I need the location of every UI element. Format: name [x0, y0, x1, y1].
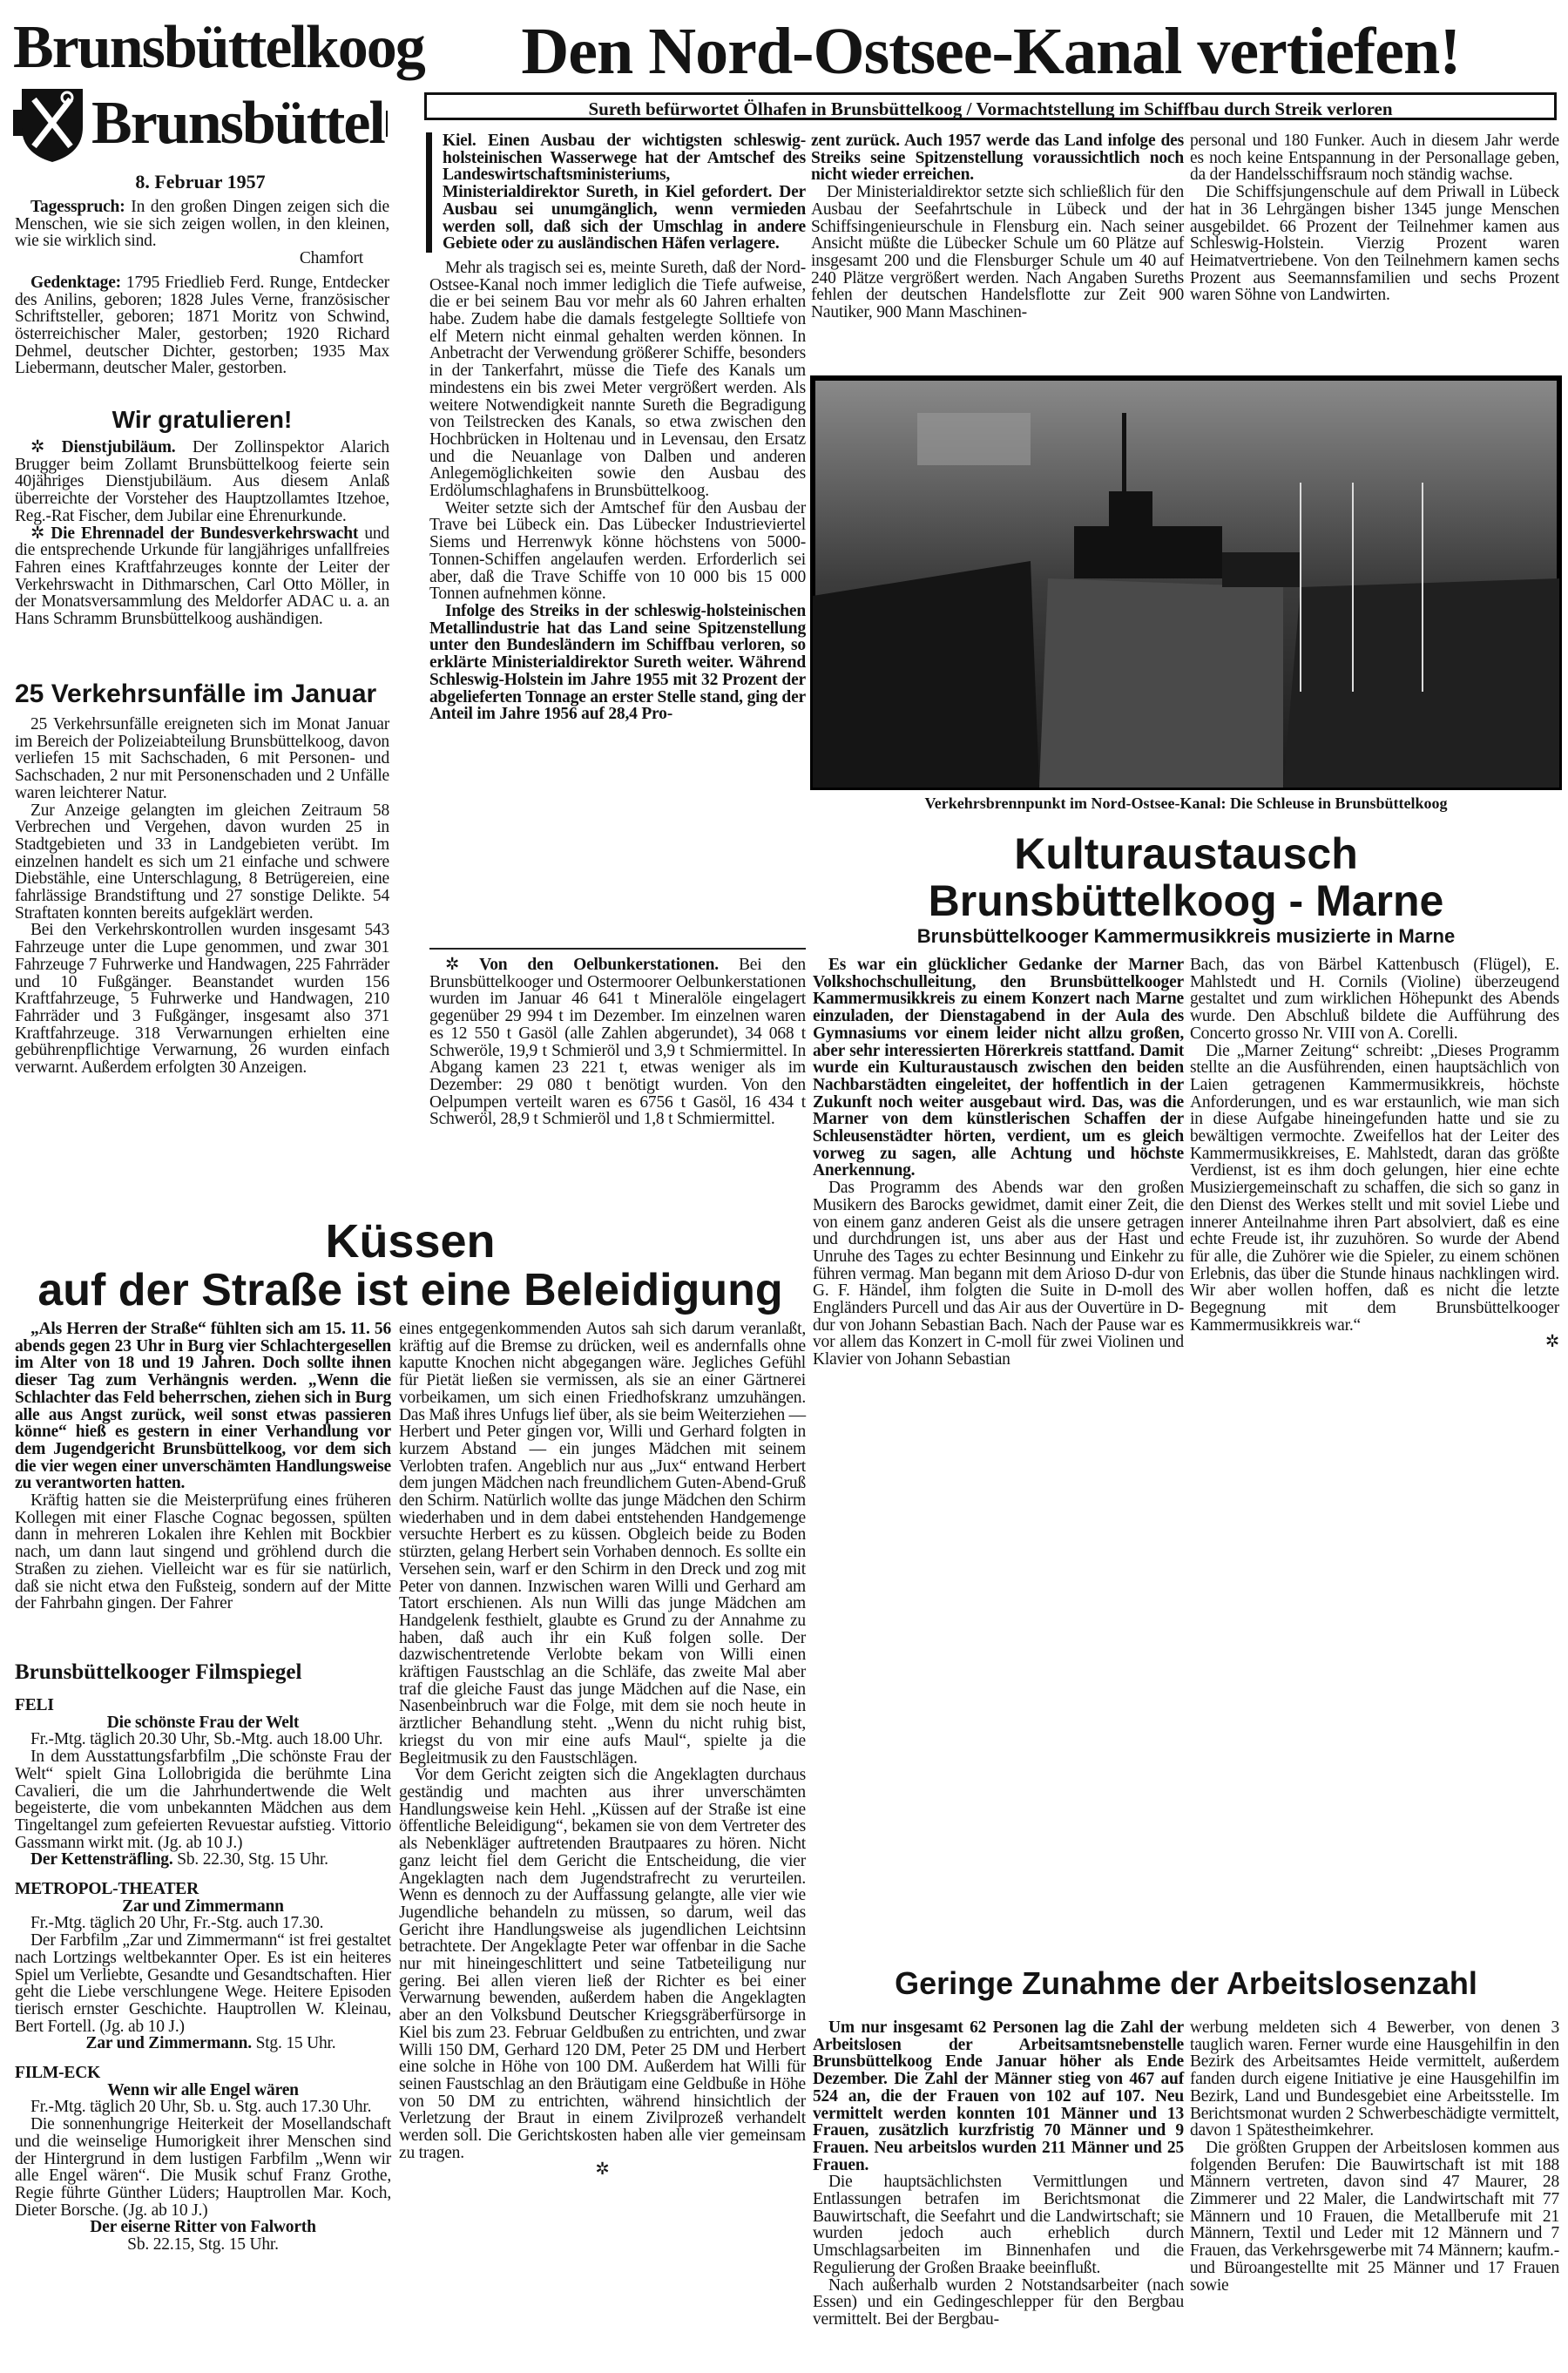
- kanal-column-a: Kiel. Einen Ausbau der wichtigsten schleswig-holsteinischen Wasserwege hat der Amtschef des Landeswirtschaftsministeriums, Ministerialdirektor Sureth, in Kiel gefordert. Der Ausbau sei unumgänglich, wenn vermieden werden soll, daß sich der Umschlag in andere Gebiete oder zu ausländischen Häfen verlagere. Mehr als tragisch sei es, meinte Sureth, daß der Nord-Ostsee-Kanal noch immer lediglich die Tiefe aufweise, die er bei seinem Bau vor mehr als 60 Jahren erhalten habe. Zudem habe die damals festgelegte Solltiefe von elf Metern nicht einmal gehalten werden können. In Anbetracht der Verwendung größerer Schiffe, besonders in der Tankerfahrt, müsse die Tiefe des Kanals um mindestens ein bis zwei Meter vergrößert werden. Als weitere Notwendigkeit nannte Sureth die Begradigung von Teilstrecken des Kanals, so etwa zwischen den Hochbrücken in Holtenau und in Levensau, den Ersatz und die Neuanlage von Dalben und anderen Anlegemöglichkeiten sowie den Ausbau des Erdölumschlaghafens in Brunsbüttelkoog. Weiter setzte sich der Amtschef für den Ausbau der Trave bei Lübeck ein. Das Lübecker Industrieviertel Siems und Herrenwyk könne höchstens von 5000-Tonnen-Schiffen angelaufen werden. Erforderlich sei aber, daß die Trave Schiffe von 10 000 bis 15 000 Tonnen aufnehmen könne. Infolge des Streiks in der schleswig-holsteinischen Metallindustrie hat das Land seine Spitzenstellung unter den Bundesländern im Schiffbau verloren, so erklärte Ministerialdirektor Sureth weiter. Während Schleswig-Holstein im Jahre 1955 mit 32 Prozent der abgelieferten Tonnage an erster Stelle stand, ging der Anteil im Jahre 1956 auf 28,4 Pro-: [429, 132, 806, 943]
- gedenktage-text: 1795 Friedlieb Ferd. Runge, Entdecker des Anilins, geboren; 1828 Jules Verne, französischer Schriftsteller, geboren; 1871 Moritz von Schwind, österreichischer Maler, gestorben; 1920 Richard Dehmel, deutscher Dichter, gestorben; 1935 Max Liebermann, deutscher Maler, gestorben.: [15, 273, 389, 378]
- theater-film-eck: FILM-ECK Wenn wir alle Engel wären Fr.-Mtg. täglich 20 Uhr, Sb. u. Stg. auch 17.30 Uhr. Die sonnenhungrige Heiterkeit der Mosellandschaft und die weinselige Humorigkeit ihrer Menschen sind der Hintergrund in dem lustigen Farbfilm „Wenn wir alle Engel wären“. Die Musik schuf Franz Grothe, Regie führte Günther Lüders; Hauptrollen Mar. Koch, Dieter Borsche. (Jg. ab 10 J.) Der eiserne Ritter von Falworth Sb. 22.15, Stg. 15 Uhr.: [15, 2064, 391, 2255]
- tagesspruch-text: In den großen Dingen zeigen sich die Menschen, wie sie sich zeigen wollen, in den kleinen, wie sie wirklich sind.: [15, 198, 389, 251]
- kuessen-title-1: Küssen: [325, 1215, 496, 1268]
- arbeit-column-1: Um nur insgesamt 62 Personen lag die Zahl der Arbeitslosen der Arbeitsamtsnebenstelle Brunsbüttelkoog Ende Januar höher als Ende Dezember. Die Zahl der Männer stieg von 467 auf 524 an, die der Frauen von 102 auf 107. Neu vermittelt werden konnten 101 Männer und 13 Frauen, zusätzlich kurzfristig 70 Männer und 9 Frauen. Neu arbeitslos wurden 211 Männer und 25 Frauen. Die hauptsächlichsten Vermittlungen und Entlassungen betrafen im Berichtsmonat die Bauwirtschaft, die Seefahrt und die Landwirtschaft; sie wurden jedoch auch erheblich durch Umschlagsarbeiten im Binnenhafen und die Regulierung der Großen Braake beeinflußt. Nach außerhalb wurden 2 Notstandsarbeiter (nach Essen) und ein Gedingeschlepper für den Bergbau vermittelt. Bei der Bergbau-: [813, 2018, 1184, 2329]
- kuessen-column-2: eines entgegenkommenden Autos sah sich darum veranlaßt, kräftig auf die Bremse zu drücken, weil es andernfalls ohne kaputte Knochen nicht abgegangen wäre. Jegliches Gefühl für Pietät ließen sie vermissen, als sie an einer Gärtnerei vorbeikamen, um sich einen Friedhofskranz umzuhängen. Das Maß ihres Unfugs lief über, als sie beim Weiterziehen — Herbert und Peter gingen vor, Willi und Gerhard folgten in kurzem Abstand — ein junges Mädchen mit seinem Verlobten trafen. Angeblich nur aus „Jux“ entwand Herbert dem jungen Mädchen nach freundlichem Guten-Abend-Gruß den Schirm. Natürlich wollte das junge Mädchen den Schirm wiederhaben und in dem dabei entstehenden Handgemenge versuchte Herbert es zu küssen. Obgleich beide zu Boden stürzten, gelang Herbert sein Vorhaben dennoch. Es sollte ein Versehen sein, warf er den Schirm in den Dreck und zog mit Peter von dannen. Inzwischen waren Willi und Gerhard am Tatort erschienen. Als nun Willi das junge Mädchen am Handgelenk festhielt, glaubte es Grund zu der Annahme zu haben, daß auch ihr ein Kuß folgen solle. Der dazwischentretende Verlobte bekam von Willi einen kräftigen Faustschlag an die Schläfe, das zweite Mal aber traf die gleiche Faust das junge Mädchen auf die Nase, ein Nasenbeinbruch war die Folge, mit dem sie noch heute in ärztlicher Behandlung steht. „Wenn du nicht ruhig bist, kriegst du von mir eine aufs Maul“, spielte ja die Begleitmusik zu den Faustschlägen. Vor dem Gericht zeigten sich die Angeklagten durchaus geständig und machten aus ihrer unverschämten Handlungsweise kein Hehl. „Küssen auf der Straße ist eine öffentliche Beleidigung“, bekamen sie von dem Vertreter des als Nebenkläger auftretenden Brautpaares zu hören. Nicht ganz leicht fiel dem Gericht die Entscheidung, die vier Angeklagten nach dem Jugendstrafrecht zu verurteilen. Wenn es dennoch zu der Auffassung gelangte, alle vier wie Jugendliche behandeln zu müssen, so darum, weil das Gericht ihre Handlungsweise als jugendlichen Leichtsinn betrachtete. Der Angeklagte Peter war offenbar in die Sache nur mit hineingeschlittert und seine Tatbeteiligung nur gering. Bei allen vieren ließ der Richter es bei einer Verwarnung bewenden, außerdem haben die Angeklagten aber an den Volksbund Deutscher Kriegsgräberfürsorge in Kiel bis zum 23. Februar Geldbußen zu entrichten, und zwar Willi 150 DM, Gerhard 120 DM, Peter 25 DM und Herbert eine solche in Höhe von 100 DM. Außerdem hat Willi für seinen Faustschlag an den Bräutigam eine Geldbuße in Höhe von 50 DM zu entrichten, während hinsichtlich der Verletzung der Braut in einem Zivilprozeß verhandelt werden soll. Die Gerichtskosten haben alle vier gemeinsam zu tragen. ✲: [399, 1320, 806, 2180]
- theater-metropol: METROPOL-THEATER Zar und Zimmermann Fr.-Mtg. täglich 20 Uhr, Fr.-Stg. auch 17.30. Der Farbfilm „Zar und Zimmermann“ ist frei gestaltet nach Lortzings weltbekannter Oper. Es ist ein heiteres Spiel um Verliebte, Gesandte und Gesandtschaften. Hier geht die Liebe verschlungene Wege. Heitere Episoden tierisch ernster Geschichte. Hauptrollen W. Kleinau, Bert Fortell. (Jg. ab 10 J.) Zar und Zimmermann. Stg. 15 Uhr.: [15, 1880, 391, 2053]
- gedenktage-label: Gedenktage:: [30, 273, 121, 292]
- kultur-column-1: Es war ein glücklicher Gedanke der Marner Volkshochschulleitung, den Brunsbüttelkooger Kammermusikkreis zu einem Konzert nach Marne einzuladen, der Dienstagabend in der Aula des Gymnasiums vor einem leider nicht allzu großen, aber sehr interessierten Hörerkreis stattfand. Damit wurde ein Kulturaustausch zwischen den beiden Nachbarstädten eingeleitet, der hoffentlich in der Zukunft noch weiter ausgebaut wird. Das, was die Marner von dem künstlerischen Schaffen der Schleusenstädter hörten, verdient, um es gleich vorweg zu sagen, alle Achtung und höchste Anerkennung. Das Programm des Abends war den großen Musikern des Barocks gewidmet, damit einer Zeit, die von einem ganz anderen Geist als die unsere getragen und durchdrungen ist, uns aber aus der Hast und Unruhe des Tages zu echter Besinnung und Einkehr zu führen vermag. Man begann mit dem Arioso D-dur von G. F. Händel, ihm folgten die Suite in D-moll des Engländers Purcell und das Air aus der Ouvertüre in D-dur von Johann Sebastian Bach. Nach der Pause war es vor allem das Konzert in C-moll für zwei Violinen und Klavier von Johann Sebastian: [813, 956, 1184, 1369]
- kanal-column-b: zent zurück. Auch 1957 werde das Land infolge des Streiks seine Spitzenstellung voraussichtlich noch nicht wieder erreichen. Der Ministerialdirektor setzte sich schließlich für den Ausbau der Seefahrtschule in Lübeck und der Schiffsingenieurschule in Flensburg ein. Nach seiner Ansicht müßte die Lübecker Schule um 60 Plätze auf insgesamt 200 und die Flensburger Schule um 40 auf 240 Plätze vergrößert werden. Nach Angaben Sureths fehlen der deutschen Handelsflotte zur Zeit 900 Nautiker, 900 Mann Maschinen-: [811, 132, 1184, 322]
- kultur-column-2: Bach, das von Bärbel Kattenbusch (Flügel), E. Mahlstedt und H. Cornils (Violine) überzeugend gestaltet und zum wirklichen Höhepunkt des Abends wurde. Den Abschluß bildete die Aufführung des Concerto grosso Nr. VIII von A. Corelli. Die „Marner Zeitung“ schreibt: „Dieses Programm stellte an die Ausführenden, einen hauptsächlich von Laien getragenen Kammermusikkreis, höchste Anforderungen, und es war erstaunlich, wie man sich in diese Aufgabe hineingefunden hatte und sie zu bewältigen vermochte. Zweifellos hat der Leiter des Kammermusikkreises, E. Mahlstedt, daran das größte Verdienst, ist es ihm doch gelungen, hier eine echte Musiziergemeinschaft zu schaffen, die sich so ganz in den Dienst des Werkes stellt und mit soviel Liebe und innerer Anteilnahme ihren Part absolviert, daß es eine echte Freude ist, ihr zuzuhören. So wurde der Abend für alle, die Zuhörer wie die Spieler, zu einem schönen Erlebnis, das über die Stunde hinaus nachklingen wird. Wir aber wollen hoffen, daß es nicht die letzte Begegnung mit dem Brunsbüttelkooger Kammermusikkreis war.“ ✲: [1190, 956, 1559, 1352]
- star-icon: ✲: [30, 524, 45, 543]
- masthead-title-bottom: Brunsbüttel: [91, 90, 384, 157]
- divider: [429, 948, 806, 950]
- verkehr-body: 25 Verkehrsunfälle ereigneten sich im Monat Januar im Bereich der Polizeiabteilung Brunsbüttelkoog, davon verliefen 15 mit Sachschaden, 6 mit Personen- und Sachschaden, 2 nur mit Personenschaden und 2 Unfälle waren leichterer Natur. Zur Anzeige gelangten im gleichen Zeitraum 58 Verbrechen und Vergehen, davon wurden 25 in Stadtgebieten und 33 in Landgebieten verübt. Im einzelnen handelt es sich um 21 einfache und schwere Diebstähle, eine Unterschlagung, 8 Betrügereien, eine fahrlässige Brandstiftung und 27 sonstige Delikte. 54 Straftaten konnten bereits aufgeklärt werden. Bei den Verkehrskontrollen wurden insgesamt 543 Fahrzeuge unter die Lupe genommen, und zwar 301 Fahrzeuge 7 Fuhrwerke und Handwagen, 225 Fahrräder und 10 Fußgänger. Beanstandet wurden 156 Kraftfahrzeuge, 5 Fuhrwerke und Handwagen, 210 Fahrräder und 3 Fußgänger, insgesamt also 371 Kraftfahrzeuge. 318 Verwarnungen erhielten eine gebührenpflichtige Verwarnung, 26 wurden einfach verwarnt. Außerdem erfolgten 30 Anzeigen.: [15, 715, 389, 1078]
- theater-feli: FELI Die schönste Frau der Welt Fr.-Mtg. täglich 20.30 Uhr, Sb.-Mtg. auch 18.00 Uhr. In dem Ausstattungsfarbfilm „Die schönste Frau der Welt“ spielt Gina Lollobrigida die berühmte Lina Cavalieri, die um die Jahrhundertwende die Welt begeisterte, die vom unbekannten Mädchen aus dem Tingeltangel zum gefeierten Revuestar aufstieg. Vittorio Gassmann wirkt mit. (Jg. ab 10 J.) Der Kettensträfling. Sb. 22.30, Stg. 15 Uhr.: [15, 1696, 391, 1869]
- coat-of-arms-icon: [13, 84, 91, 164]
- kultur-subtitle: Brunsbüttelkooger Kammermusikkreis musizierte in Marne: [916, 925, 1456, 947]
- star-icon: ✲: [30, 438, 45, 456]
- arbeit-heading: Geringe Zunahme der Arbeitslosenzahl: [895, 1965, 1477, 2001]
- arbeit-column-2: werbung meldeten sich 4 Bewerber, von denen 3 tauglich waren. Ferner wurde eine Hausgehilfin in den Bezirk des Arbeitsamtes Heide vermittelt, außerdem fanden durch eigene Initiative je eine Hausgehilfin im Bezirk, Land und Bundesgebiet eine Arbeitsstelle. Im Berichtsmonat wurden 2 Schwerbeschädigte vermittelt, davon 1 Spätestheimkehrer. Die größten Gruppen der Arbeitslosen kommen aus folgenden Berufen: Die Bauwirtschaft ist mit 188 Männern vertreten, davon sind 47 Maurer, 28 Zimmerer und 22 Maler, die Landwirtschaft mit 77 Männern und 10 Frauen, die Metallberufe mit 21 Männern, Textil und Leder mit 12 Männern und 7 Frauen, das Verkehrsgewerbe mit 74 Männern; kaufm.- und Büroangestellte mit 25 Männer und 17 Frauen sowie: [1190, 2018, 1559, 2295]
- star-icon: ✲: [595, 2160, 610, 2180]
- film-heading: Brunsbüttelkooger Filmspiegel: [15, 1660, 302, 1684]
- kuessen-column-1: „Als Herren der Straße“ fühlten sich am 15. 11. 56 abends gegen 23 Uhr in Burg vier Schlachtergesellen im Alter von 18 und 19 Jahren. Doch sollte ihnen dieser Tag zum Verhängnis werden. „Wenn die Schlachter das Feld beherrschen, ziehen sich in Burg alle aus Angst zurück, weil sonst etwas passieren könne“ hieß es gestern in einer Verhandlung vor dem Jugendgericht Brunsbüttelkoog, vor dem sich die vier wegen einer unverschämten Handlungsweise zu verantworten hatten. Kräftig hatten sie die Meisterprüfung eines früheren Kollegen mit einer Flasche Cognac begossen, spülten dann in mehreren Lokalen ihre Kehlen mit Bockbier nach, um dann laut singend und gröhlend durch die Straßen zu ziehen. Vielleicht war es für sie natürlich, daß sie nicht etwa den Fußsteig, sondern auf der Mitte der Fahrbahn gingen. Der Fahrer: [15, 1320, 391, 1613]
- star-icon: ✲: [1544, 1333, 1559, 1352]
- star-icon: ✲: [445, 956, 460, 974]
- kanal-lead: Kiel. Einen Ausbau der wichtigsten schleswig-holsteinischen Wasserwege hat der Amtschef des Landeswirtschaftsministeriums, Ministerialdirektor Sureth, in Kiel gefordert. Der Ausbau sei unumgänglich, wenn vermieden werden soll, daß sich der Umschlag in andere Gebiete oder zu ausländischen Häfen verlagere.: [426, 132, 806, 253]
- photo-caption: Verkehrsbrennpunkt im Nord-Ostsee-Kanal: Die Schleuse in Brunsbüttelkoog: [924, 794, 1448, 812]
- kuessen-title-2: auf der Straße ist eine Beleidigung: [37, 1265, 783, 1315]
- tagesspruch-label: Tagesspruch:: [30, 198, 125, 216]
- oelbunker-article: ✲ Von den Oelbunkerstationen. Bei den Brunsbüttelkooger und Ostermoorer Oelbunkerstationen wurden im Januar 46 641 t Mineralöle eingelagert gegenüber 29 994 t im Dezember. Im einzelnen waren es 12 550 t Gasöl (alle Zahlen abgerundet), 34 068 t Schweröle, 19,9 t Schmieröl und 3,9 t Schmiermittel. In Abgang kamen 23 221 t, etwas weniger als im Dezember: 29 080 t benötigt wurden. Von den Oelpumpen verteilt waren es 6756 t Gasöl, 16 434 t Schweröl, 28,9 t Schmieröl und 1,8 t Schmiermittel.: [429, 956, 806, 1129]
- masthead-logo: [13, 14, 424, 164]
- kultur-title-2: Brunsbüttelkoog - Marne: [928, 876, 1444, 925]
- daily-info: [15, 198, 389, 378]
- issue-date: 8. Februar 1957: [135, 171, 266, 193]
- verkehr-heading: 25 Verkehrsunfälle im Januar: [15, 679, 377, 708]
- main-subheadline: Sureth befürwortet Ölhafen in Brunsbüttelkoog / Vormachtstellung im Schiffbau durch Streik verloren: [424, 92, 1557, 120]
- tagesspruch-author: Chamfort: [299, 249, 363, 268]
- gratulieren-heading: Wir gratulieren!: [112, 406, 293, 433]
- masthead-title-top: Brunsbüttelkoog: [13, 14, 424, 81]
- kanal-column-c: personal und 180 Funker. Auch in diesem Jahr werde es noch keine Entspannung in der Personallage geben, da der Handelsschiffsraum noch ständig wachse. Die Schiffsjungenschule auf dem Priwall in Lübeck hat in 36 Lehrgängen bisher 1345 junge Menschen ausgebildet. 66 Prozent der Teilnehmer kamen aus Schleswig-Holstein. Vierzig Prozent waren Heimatvertriebene. Von den Teilnehmern kamen sechs Prozent aus Seemannsfamilien und sechs Prozent waren Söhne von Landwirten.: [1190, 132, 1559, 305]
- main-headline: Den Nord-Ostsee-Kanal vertiefen!: [521, 15, 1461, 88]
- film-listings: [15, 1697, 391, 2370]
- kultur-title-1: Kulturaustausch: [1014, 829, 1358, 878]
- canal-lock-photo: [813, 378, 1559, 788]
- gratulieren-body: ✲ Dienstjubiläum. Der Zollinspektor Alarich Brugger beim Zollamt Brunsbüttelkoog feierte sein 40jähriges Dienstjubiläum. Aus diesem Anlaß überreichte der Vorsteher des Hauptzollamtes Itzehoe, Reg.-Rat Fischer, dem Jubilar eine Ehrenurkunde. ✲ Die Ehrennadel der Bundesverkehrswacht und die entsprechende Urkunde für langjähriges unfallfreies Fahren eines Kraftfahrzeuges konnte der Leiter der Verkehrswacht in Dithmarschen, Carl Otto Möller, in der Monatsversammlung des Meldorfer ADAC u. a. an Hans Schramm Brunsbüttelkoog aushändigen.: [15, 438, 389, 629]
